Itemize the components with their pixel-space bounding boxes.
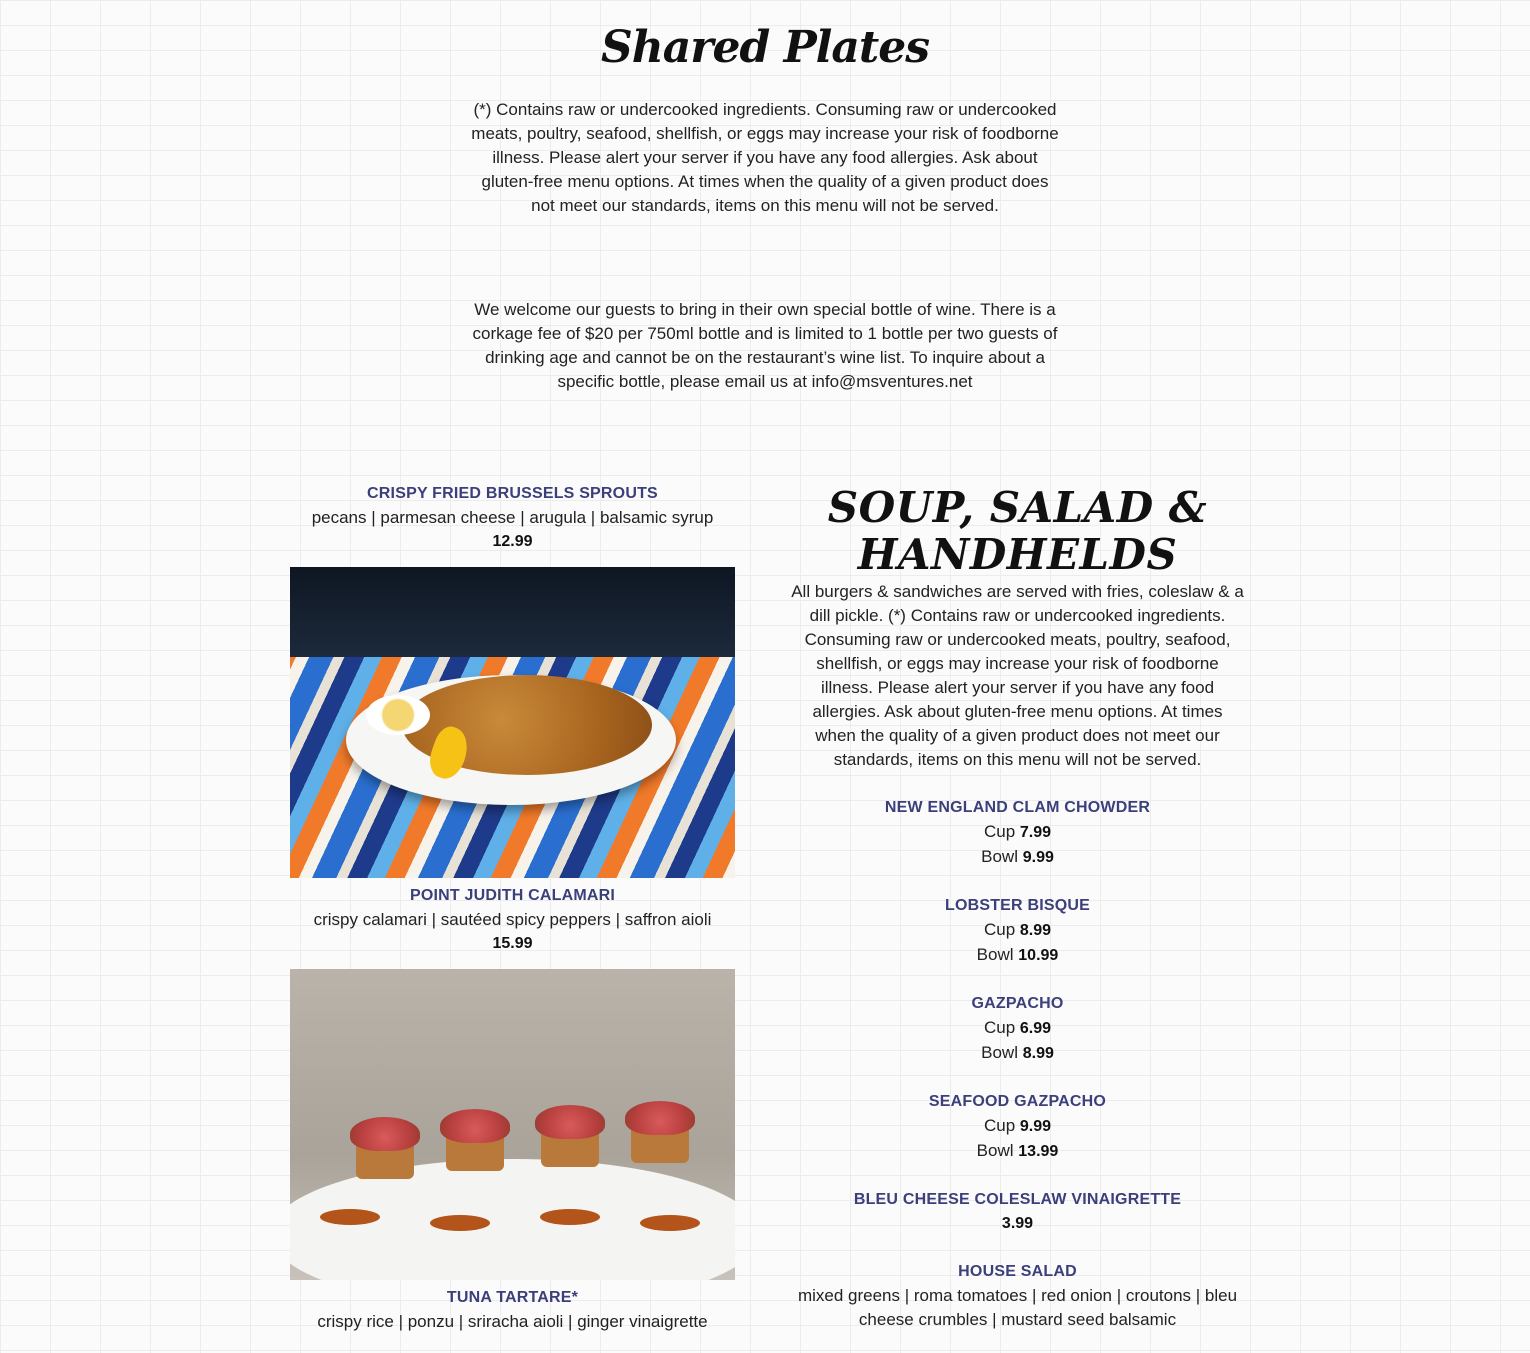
corkage-notice: We welcome our guests to bring in their own special bottle of wine. There is a corkage fee of $20 per 750ml bottle and is limited to 1 bottle per two guests of drinking age and cannot be on the restaurant’s wine list. To inquire about a specific bottle, please email us at info@msventures.net bbox=[472, 300, 1058, 391]
item-description: crispy calamari | sautéed spicy peppers | saffron aioli bbox=[313, 910, 712, 929]
shared-plates-title: Shared Plates bbox=[601, 22, 929, 73]
item-price: 12.99 bbox=[492, 533, 533, 550]
soup-salad-title: SOUP, SALAD & HANDHELDS bbox=[827, 483, 1208, 579]
menu-item bbox=[790, 796, 1245, 870]
bowl-price-line: Bowl 9.99 bbox=[981, 847, 1054, 866]
menu-item bbox=[290, 482, 735, 554]
item-name: SEAFOOD GAZPACHO bbox=[928, 1093, 1107, 1110]
shared-plates-column bbox=[290, 482, 735, 1334]
menu-item bbox=[790, 1090, 1245, 1164]
item-description: mixed greens | roma tomatoes | red onion | croutons | bleu cheese crumbles | mustard seed balsamic bbox=[797, 1286, 1238, 1329]
menu-item bbox=[290, 1286, 735, 1334]
item-name: GAZPACHO bbox=[971, 995, 1064, 1012]
item-name: POINT JUDITH CALAMARI bbox=[409, 887, 616, 904]
item-description: pecans | parmesan cheese | arugula | balsamic syrup bbox=[311, 508, 714, 527]
item-name: LOBSTER BISQUE bbox=[944, 897, 1091, 914]
cup-price-line: Cup 8.99 bbox=[983, 920, 1052, 939]
menu-item bbox=[790, 1188, 1245, 1236]
bowl-price-line: Bowl 10.99 bbox=[976, 945, 1059, 964]
item-name: TUNA TARTARE* bbox=[446, 1289, 579, 1306]
item-price: 15.99 bbox=[492, 935, 533, 952]
item-price: 3.99 bbox=[1001, 1215, 1034, 1232]
menu-item bbox=[790, 894, 1245, 968]
bowl-price-line: Bowl 8.99 bbox=[981, 1043, 1054, 1062]
cup-price-line: Cup 7.99 bbox=[983, 822, 1052, 841]
menu-item bbox=[790, 1260, 1245, 1332]
cup-price-line: Cup 6.99 bbox=[983, 1018, 1052, 1037]
calamari-photo bbox=[290, 567, 735, 878]
item-name: NEW ENGLAND CLAM CHOWDER bbox=[884, 799, 1151, 816]
raw-food-notice: (*) Contains raw or undercooked ingredients. Consuming raw or undercooked meats, poultry, seafood, shellfish, or eggs may increase your risk of foodborne illness. Please alert your server if you have any food allergies. Ask about gluten-free menu options. At times when the quality of a given product does not meet our standards, items on this menu will not be served. bbox=[471, 100, 1059, 215]
item-name: BLEU CHEESE COLESLAW VINAIGRETTE bbox=[853, 1191, 1182, 1208]
soup-salad-notice: All burgers & sandwiches are served with fries, coleslaw & a dill pickle. (*) Contains raw or undercooked ingredients. Consuming raw or undercooked meats, poultry, seafood, shellfish, or eggs may increase your risk of foodborne illness. Please alert your server if you have any food allergies. Ask about gluten-free menu options. At times when the quality of a given product does not meet our standards, items on this menu will not be served. bbox=[791, 582, 1244, 769]
menu-item bbox=[290, 884, 735, 956]
menu-item bbox=[790, 992, 1245, 1066]
item-name: HOUSE SALAD bbox=[958, 1263, 1077, 1280]
item-name: CRISPY FRIED BRUSSELS SPROUTS bbox=[367, 485, 658, 502]
bowl-price-line: Bowl 13.99 bbox=[976, 1141, 1059, 1160]
tuna-tartare-photo bbox=[290, 969, 735, 1280]
cup-price-line: Cup 9.99 bbox=[983, 1116, 1052, 1135]
item-description: crispy rice | ponzu | sriracha aioli | ginger vinaigrette bbox=[317, 1312, 708, 1331]
soup-salad-column bbox=[790, 482, 1245, 1332]
